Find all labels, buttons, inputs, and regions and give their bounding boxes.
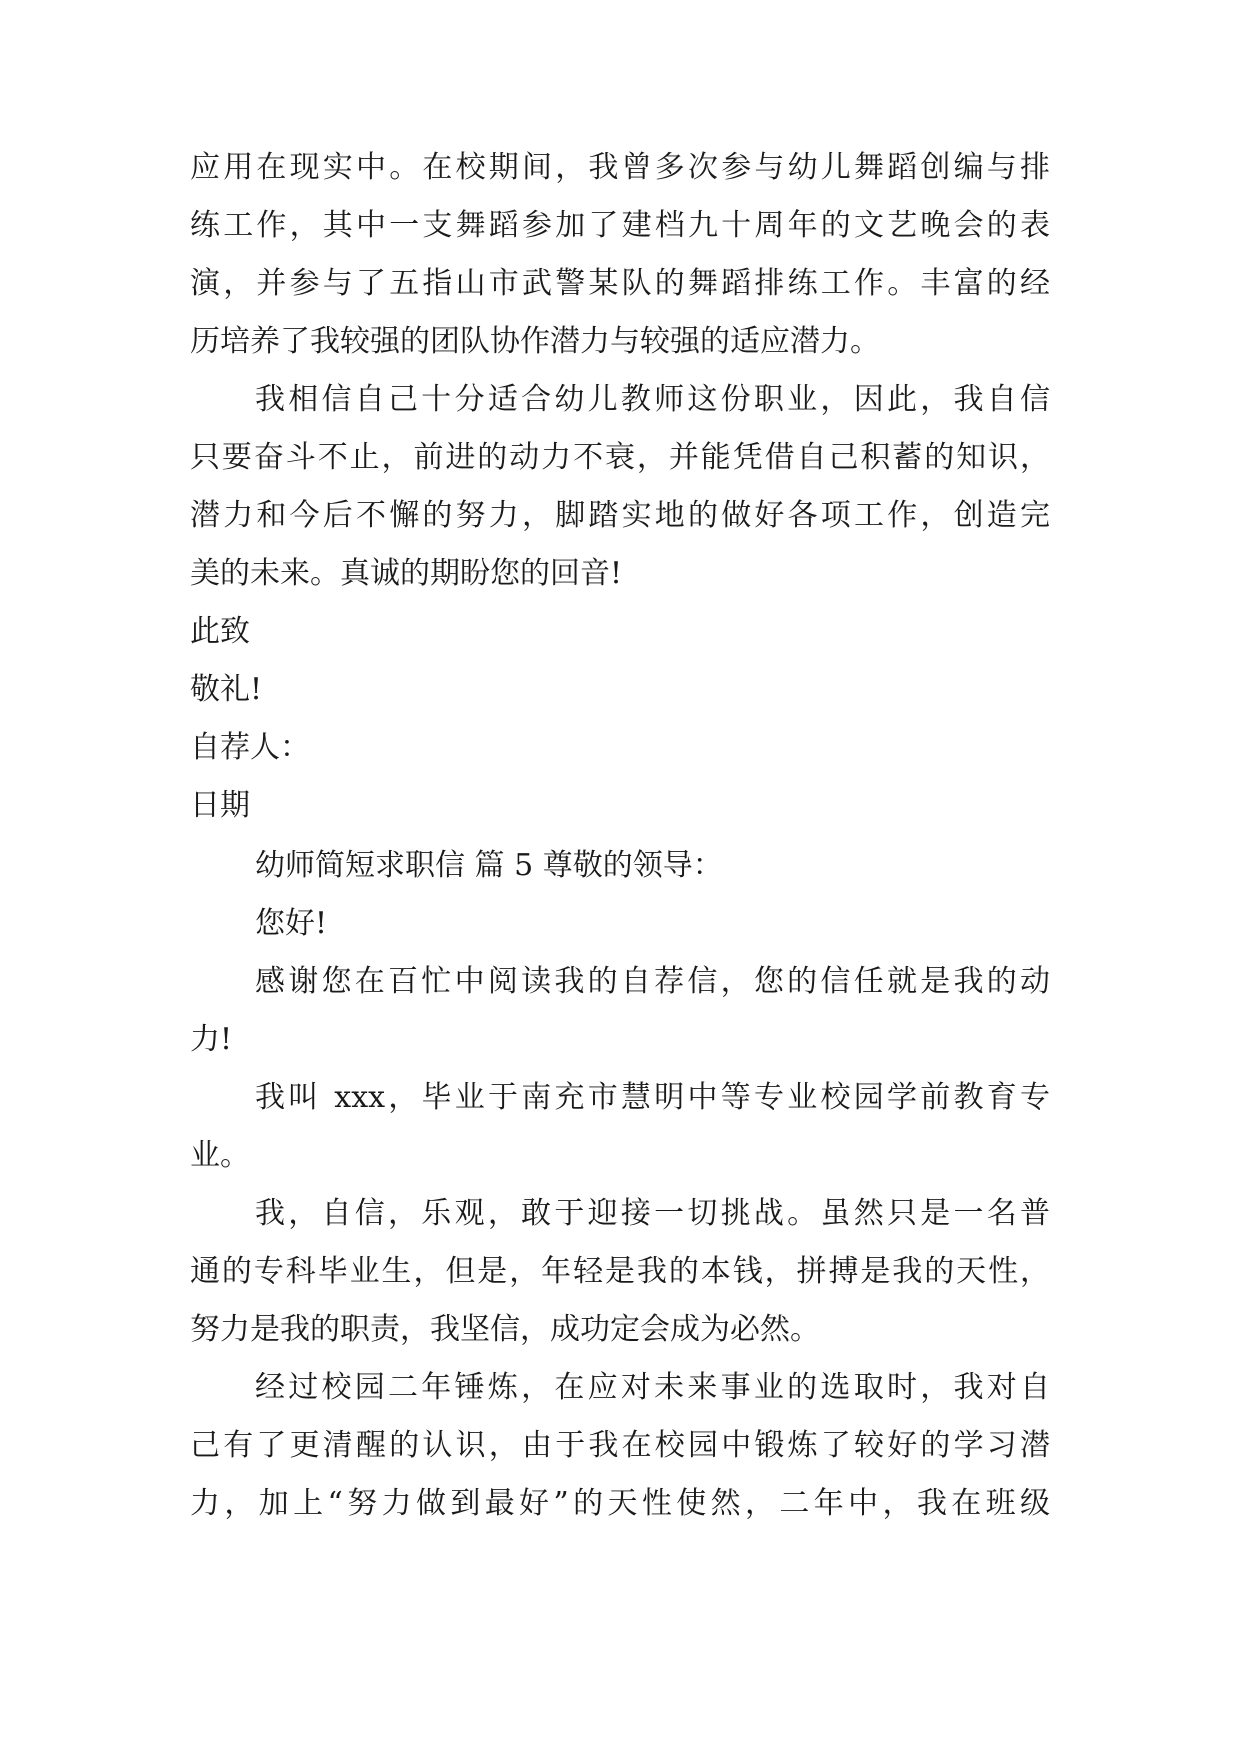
text-line: 业。 xyxy=(190,1138,250,1173)
text-line: 经过校园二年锤炼，在应对未来事业的选取时，我对自 xyxy=(255,1370,1050,1405)
text-line: 只要奋斗不止，前进的动力不衰，并能凭借自己积蓄的知识， xyxy=(190,440,1050,475)
closing-regards: 敬礼! xyxy=(190,672,263,707)
text-line: 力! xyxy=(190,1022,233,1057)
text-line: 应用在现实中。在校期间，我曾多次参与幼儿舞蹈创编与排 xyxy=(190,150,1050,185)
closing-salutation: 此致 xyxy=(190,614,250,649)
text-line: 努力是我的职责，我坚信，成功定会成为必然。 xyxy=(190,1312,820,1347)
greeting: 您好! xyxy=(255,906,328,941)
text-line: 潜力和今后不懈的努力，脚踏实地的做好各项工作，创造完 xyxy=(190,498,1050,533)
text-line: 历培养了我较强的团队协作潜力与较强的适应潜力。 xyxy=(190,324,880,359)
text-line: 练工作，其中一支舞蹈参加了建档九十周年的文艺晚会的表 xyxy=(190,208,1050,243)
text-line: 我叫 xxx，毕业于南充市慧明中等专业校园学前教育专 xyxy=(255,1080,1050,1115)
text-line: 美的未来。真诚的期盼您的回音! xyxy=(190,556,623,591)
text-line: 演，并参与了五指山市武警某队的舞蹈排练工作。丰富的经 xyxy=(190,266,1050,301)
text-line: 通的专科毕业生，但是，年轻是我的本钱，拼搏是我的天性， xyxy=(190,1254,1050,1289)
signature-label: 自荐人： xyxy=(190,730,310,765)
text-line: 力，加上“努力做到最好”的天性使然，二年中，我在班级 xyxy=(190,1486,1050,1521)
text-line: 我相信自己十分适合幼儿教师这份职业，因此，我自信 xyxy=(255,382,1050,417)
section-heading: 幼师简短求职信 篇 5 尊敬的领导： xyxy=(255,848,723,883)
text-line: 感谢您在百忙中阅读我的自荐信，您的信任就是我的动 xyxy=(255,964,1050,999)
text-line: 我，自信，乐观，敢于迎接一切挑战。虽然只是一名普 xyxy=(255,1196,1050,1231)
date-label: 日期 xyxy=(190,788,250,823)
text-line: 己有了更清醒的认识，由于我在校园中锻炼了较好的学习潜 xyxy=(190,1428,1050,1463)
